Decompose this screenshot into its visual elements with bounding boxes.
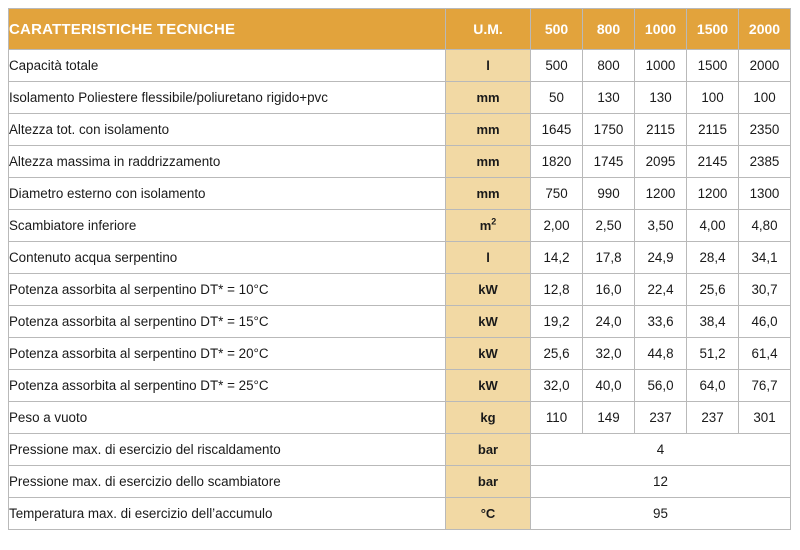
row-value: 22,4 bbox=[635, 274, 687, 306]
row-unit bbox=[446, 434, 531, 466]
row-value: 2115 bbox=[687, 114, 739, 146]
row-value: 30,7 bbox=[739, 274, 791, 306]
row-value: 500 bbox=[531, 50, 583, 82]
row-value: 1500 bbox=[687, 50, 739, 82]
row-value: 46,0 bbox=[739, 306, 791, 338]
row-value: 4,00 bbox=[687, 210, 739, 242]
row-value: 64,0 bbox=[687, 370, 739, 402]
table-row bbox=[9, 114, 791, 146]
row-unit bbox=[446, 466, 531, 498]
row-value: 1300 bbox=[739, 178, 791, 210]
row-value: 44,8 bbox=[635, 338, 687, 370]
row-label: Capacità totale bbox=[9, 50, 446, 82]
row-value: 1820 bbox=[531, 146, 583, 178]
row-unit bbox=[446, 210, 531, 242]
row-label: Contenuto acqua serpentino bbox=[9, 242, 446, 274]
row-value: 237 bbox=[635, 402, 687, 434]
row-value: 100 bbox=[687, 82, 739, 114]
unit-text: mm bbox=[476, 154, 500, 169]
row-value: 19,2 bbox=[531, 306, 583, 338]
row-label: Pressione max. di esercizio dello scambiatore bbox=[9, 466, 446, 498]
row-label: Diametro esterno con isolamento bbox=[9, 178, 446, 210]
table-row bbox=[9, 274, 791, 306]
row-merged-value: 4 bbox=[531, 434, 791, 466]
row-label: Altezza tot. con isolamento bbox=[9, 114, 446, 146]
header-model-500: 500 bbox=[531, 9, 583, 50]
header-model-1500: 1500 bbox=[687, 9, 739, 50]
row-label: Pressione max. di esercizio del riscaldamento bbox=[9, 434, 446, 466]
unit-text: l bbox=[486, 58, 490, 73]
row-label: Isolamento Poliestere flessibile/poliuretano rigido+pvc bbox=[9, 82, 446, 114]
row-value: 56,0 bbox=[635, 370, 687, 402]
row-value: 3,50 bbox=[635, 210, 687, 242]
row-value: 40,0 bbox=[583, 370, 635, 402]
row-value: 1200 bbox=[635, 178, 687, 210]
row-unit bbox=[446, 498, 531, 530]
row-value: 17,8 bbox=[583, 242, 635, 274]
row-unit bbox=[446, 178, 531, 210]
row-value: 51,2 bbox=[687, 338, 739, 370]
row-label: Potenza assorbita al serpentino DT* = 20°C bbox=[9, 338, 446, 370]
row-value: 800 bbox=[583, 50, 635, 82]
row-value: 100 bbox=[739, 82, 791, 114]
row-value: 1200 bbox=[687, 178, 739, 210]
unit-text: mm bbox=[476, 90, 500, 105]
row-merged-value: 95 bbox=[531, 498, 791, 530]
row-value: 24,9 bbox=[635, 242, 687, 274]
header-model-1000: 1000 bbox=[635, 9, 687, 50]
row-value: 12,8 bbox=[531, 274, 583, 306]
table-row bbox=[9, 82, 791, 114]
row-value: 301 bbox=[739, 402, 791, 434]
header-unit: U.M. bbox=[446, 9, 531, 50]
row-label: Altezza massima in raddrizzamento bbox=[9, 146, 446, 178]
row-value: 2145 bbox=[687, 146, 739, 178]
unit-text: mm bbox=[476, 186, 500, 201]
unit-text: kW bbox=[478, 282, 498, 297]
row-unit bbox=[446, 82, 531, 114]
row-value: 14,2 bbox=[531, 242, 583, 274]
row-unit bbox=[446, 370, 531, 402]
technical-specifications-table bbox=[8, 8, 791, 530]
row-value: 130 bbox=[635, 82, 687, 114]
row-value: 50 bbox=[531, 82, 583, 114]
row-unit bbox=[446, 402, 531, 434]
unit-text: kg bbox=[480, 410, 496, 425]
row-value: 28,4 bbox=[687, 242, 739, 274]
unit-text: bar bbox=[477, 442, 499, 457]
row-value: 4,80 bbox=[739, 210, 791, 242]
row-value: 76,7 bbox=[739, 370, 791, 402]
row-value: 2,00 bbox=[531, 210, 583, 242]
row-unit bbox=[446, 50, 531, 82]
row-label: Peso a vuoto bbox=[9, 402, 446, 434]
row-unit bbox=[446, 114, 531, 146]
row-value: 33,6 bbox=[635, 306, 687, 338]
row-value: 1000 bbox=[635, 50, 687, 82]
row-merged-value: 12 bbox=[531, 466, 791, 498]
row-value: 750 bbox=[531, 178, 583, 210]
row-value: 990 bbox=[583, 178, 635, 210]
row-value: 1745 bbox=[583, 146, 635, 178]
row-value: 34,1 bbox=[739, 242, 791, 274]
row-value: 149 bbox=[583, 402, 635, 434]
row-value: 2000 bbox=[739, 50, 791, 82]
table-row bbox=[9, 306, 791, 338]
row-label: Potenza assorbita al serpentino DT* = 15°C bbox=[9, 306, 446, 338]
table-body bbox=[9, 50, 791, 530]
unit-text: °C bbox=[480, 506, 496, 521]
unit-text: bar bbox=[477, 474, 499, 489]
unit-text: m bbox=[479, 218, 492, 233]
table-row bbox=[9, 466, 791, 498]
row-value: 2350 bbox=[739, 114, 791, 146]
row-label: Potenza assorbita al serpentino DT* = 25°C bbox=[9, 370, 446, 402]
row-label: Temperatura max. di esercizio dell’accumulo bbox=[9, 498, 446, 530]
table-row bbox=[9, 178, 791, 210]
row-label: Scambiatore inferiore bbox=[9, 210, 446, 242]
table-row bbox=[9, 434, 791, 466]
row-unit bbox=[446, 146, 531, 178]
unit-text: kW bbox=[478, 346, 498, 361]
table-row bbox=[9, 338, 791, 370]
header-model-2000: 2000 bbox=[739, 9, 791, 50]
row-value: 32,0 bbox=[531, 370, 583, 402]
row-unit bbox=[446, 306, 531, 338]
table-row bbox=[9, 210, 791, 242]
row-value: 130 bbox=[583, 82, 635, 114]
row-label: Potenza assorbita al serpentino DT* = 10°C bbox=[9, 274, 446, 306]
unit-exponent: 2 bbox=[491, 216, 497, 227]
row-value: 2115 bbox=[635, 114, 687, 146]
row-unit bbox=[446, 242, 531, 274]
row-value: 24,0 bbox=[583, 306, 635, 338]
header-row bbox=[9, 9, 791, 50]
unit-text: mm bbox=[476, 122, 500, 137]
table-row bbox=[9, 50, 791, 82]
table-row bbox=[9, 498, 791, 530]
header-model-800: 800 bbox=[583, 9, 635, 50]
unit-text: l bbox=[486, 250, 490, 265]
row-value: 2385 bbox=[739, 146, 791, 178]
table-row bbox=[9, 370, 791, 402]
row-value: 61,4 bbox=[739, 338, 791, 370]
row-value: 16,0 bbox=[583, 274, 635, 306]
table-row bbox=[9, 242, 791, 274]
row-unit bbox=[446, 338, 531, 370]
row-value: 25,6 bbox=[531, 338, 583, 370]
row-value: 2095 bbox=[635, 146, 687, 178]
row-value: 2,50 bbox=[583, 210, 635, 242]
table-header bbox=[9, 9, 791, 50]
row-value: 1645 bbox=[531, 114, 583, 146]
table-row bbox=[9, 146, 791, 178]
table-row bbox=[9, 402, 791, 434]
row-value: 237 bbox=[687, 402, 739, 434]
row-unit bbox=[446, 274, 531, 306]
unit-text: kW bbox=[478, 378, 498, 393]
unit-text: kW bbox=[478, 314, 498, 329]
row-value: 38,4 bbox=[687, 306, 739, 338]
row-value: 1750 bbox=[583, 114, 635, 146]
header-title: CARATTERISTICHE TECNICHE bbox=[9, 9, 446, 50]
row-value: 110 bbox=[531, 402, 583, 434]
row-value: 25,6 bbox=[687, 274, 739, 306]
row-value: 32,0 bbox=[583, 338, 635, 370]
